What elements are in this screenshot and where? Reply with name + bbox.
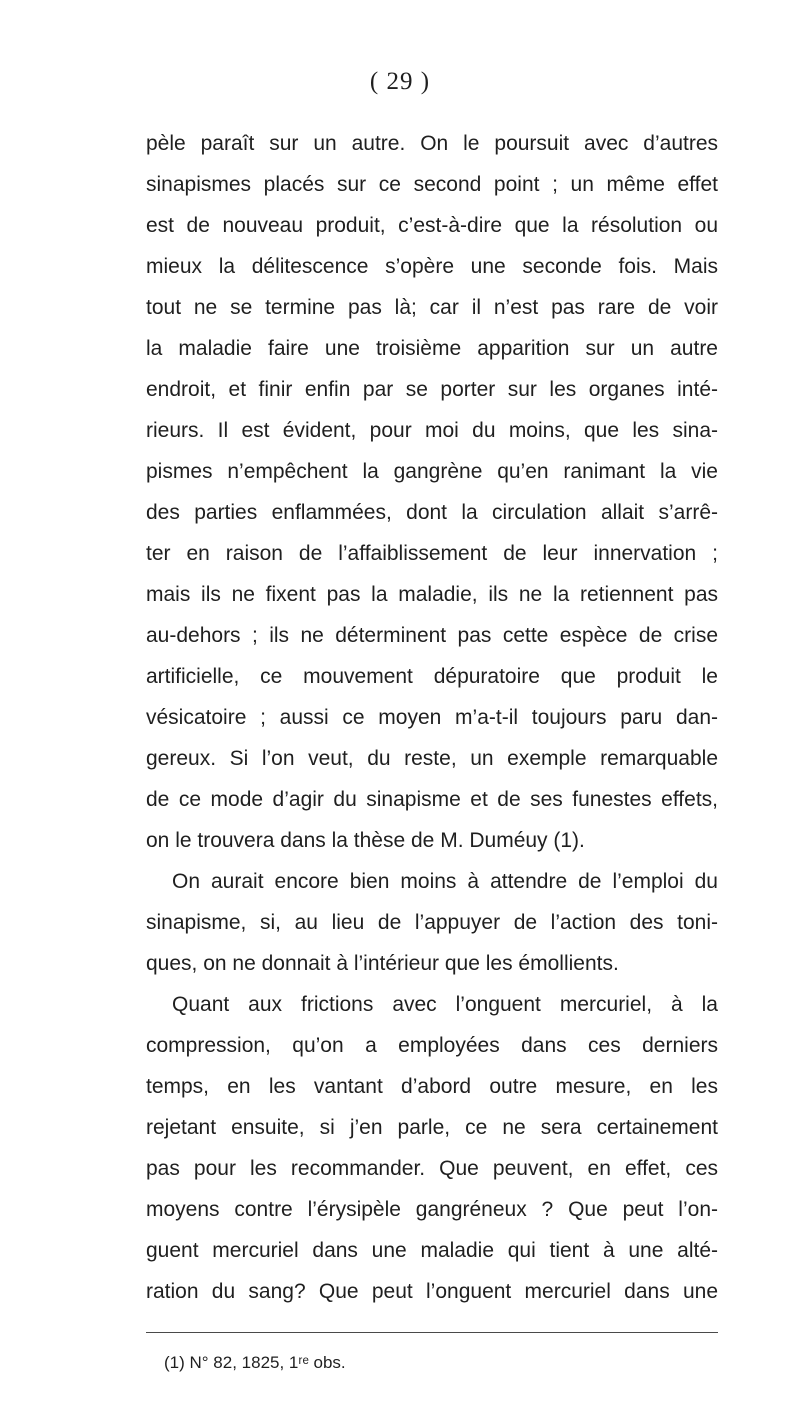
text-line: guent mercuriel dans une maladie qui tient à une alté- (146, 1239, 718, 1262)
text-line: sinapismes placés sur ce second point ; un même effet (146, 173, 718, 196)
page-number: ( 29 ) (369, 68, 431, 95)
text-line: mieux la délitescence s’opère une seconde fois. Mais (146, 255, 718, 278)
body-text (146, 123, 718, 1312)
text-line: vésicatoire ; aussi ce moyen m’a-t-il toujours paru dan- (146, 706, 718, 729)
text-line: au-dehors ; ils ne déterminent pas cette espèce de crise (146, 624, 718, 647)
text-line: de ce mode d’agir du sinapisme et de ses funestes effets, (146, 788, 718, 811)
text-line: endroit, et finir enfin par se porter sur les organes inté- (146, 378, 718, 401)
text-line: mais ils ne fixent pas la maladie, ils ne la retiennent pas (146, 583, 718, 606)
text-line: Quant aux frictions avec l’onguent mercuriel, à la (172, 993, 718, 1016)
text-line: ter en raison de l’affaiblissement de leur innervation ; (146, 542, 718, 565)
text-line: rieurs. Il est évident, pour moi du moins, que les sina- (146, 419, 718, 442)
text-line: pismes n’empêchent la gangrène qu’en ranimant la vie (146, 460, 718, 483)
text-line: la maladie faire une troisième apparition sur un autre (146, 337, 718, 360)
text-line: pèle paraît sur un autre. On le poursuit avec d’autres (146, 132, 718, 155)
text-line: ques, on ne donnait à l’intérieur que les émollients. (146, 952, 619, 975)
text-line: ration du sang? Que peut l’onguent mercuriel dans une (146, 1280, 718, 1303)
text-line: artificielle, ce mouvement dépuratoire que produit le (146, 665, 718, 688)
text-line: moyens contre l’érysipèle gangréneux ? Que peut l’on- (146, 1198, 718, 1221)
text-line: tout ne se termine pas là; car il n’est pas rare de voir (146, 296, 718, 319)
footnote-divider (146, 1332, 718, 1333)
text-line: On aurait encore bien moins à attendre de l’emploi du (172, 870, 718, 893)
text-line: des parties enflammées, dont la circulation allait s’arrê- (146, 501, 718, 524)
text-line: sinapisme, si, au lieu de l’appuyer de l’action des toni- (146, 911, 718, 934)
text-line: rejetant ensuite, si j’en parle, ce ne sera certainement (146, 1116, 718, 1139)
text-line: gereux. Si l’on veut, du reste, un exemple remarquable (146, 747, 718, 770)
text-line: est de nouveau produit, c’est-à-dire que la résolution ou (146, 214, 718, 237)
text-line: temps, en les vantant d’abord outre mesure, en les (146, 1075, 718, 1098)
text-line: on le trouvera dans la thèse de M. Duméuy (1). (146, 829, 585, 852)
footnote: (1) N° 82, 1825, 1ʳᵉ obs. (164, 1353, 346, 1372)
text-line: pas pour les recommander. Que peuvent, en effet, ces (146, 1157, 718, 1180)
text-line: compression, qu’on a employées dans ces derniers (146, 1034, 718, 1057)
